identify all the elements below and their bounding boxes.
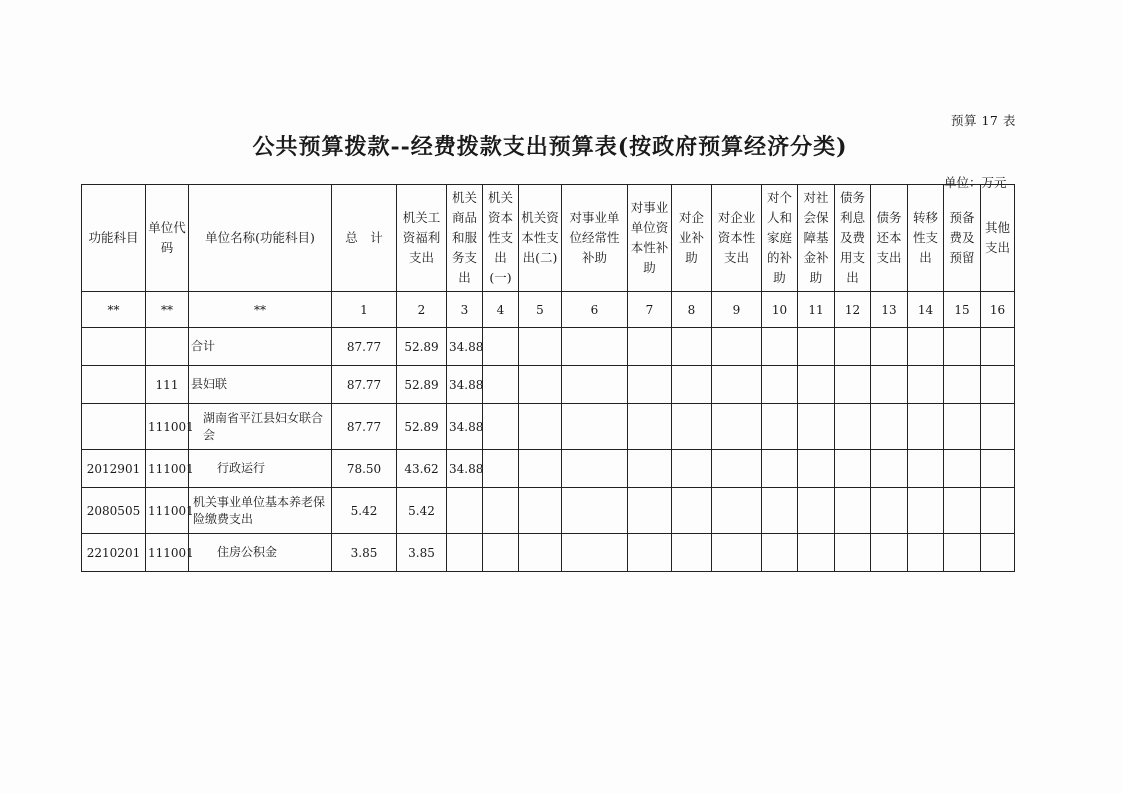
unit-name-cell: 机关事业单位基本养老保险缴费支出	[189, 488, 332, 534]
empty-cell	[483, 328, 519, 366]
salary-welfare-cell: 3.85	[397, 534, 447, 572]
empty-cell	[762, 404, 798, 450]
unit-name-cell: 湖南省平江县妇女联合会	[189, 404, 332, 450]
unit-name-cell: 住房公积金	[189, 534, 332, 572]
empty-cell	[562, 450, 628, 488]
empty-cell	[908, 366, 944, 404]
function-code-cell: 2012901	[82, 450, 146, 488]
salary-welfare-cell: 43.62	[397, 450, 447, 488]
empty-cell	[835, 534, 871, 572]
total-cell: 87.77	[332, 366, 397, 404]
header-cell: 对事业单位经常性补助	[562, 185, 628, 292]
table-row	[82, 328, 1015, 366]
empty-cell	[562, 488, 628, 534]
empty-cell	[712, 450, 762, 488]
column-number: 10	[762, 292, 798, 328]
salary-welfare-cell: 52.89	[397, 328, 447, 366]
header-cell: 对个人和家庭的补助	[762, 185, 798, 292]
empty-cell	[712, 404, 762, 450]
empty-cell	[835, 366, 871, 404]
column-number: **	[82, 292, 146, 328]
salary-welfare-cell: 52.89	[397, 404, 447, 450]
empty-cell	[562, 328, 628, 366]
goods-services-cell: 34.88	[447, 404, 483, 450]
header-cell: 机关商品和服务支出	[447, 185, 483, 292]
column-number: 3	[447, 292, 483, 328]
goods-services-cell: 34.88	[447, 450, 483, 488]
header-cell: 对事业单位资本性补助	[628, 185, 672, 292]
column-number: 2	[397, 292, 447, 328]
empty-cell	[798, 450, 835, 488]
empty-cell	[672, 450, 712, 488]
empty-cell	[562, 404, 628, 450]
empty-cell	[672, 366, 712, 404]
empty-cell	[628, 366, 672, 404]
header-cell: 功能科目	[82, 185, 146, 292]
empty-cell	[871, 366, 908, 404]
page-title: 公共预算拨款--经费拨款支出预算表(按政府预算经济分类)	[252, 134, 848, 160]
empty-cell	[628, 404, 672, 450]
header-cell: 总 计	[332, 185, 397, 292]
empty-cell	[981, 328, 1015, 366]
goods-services-cell: 34.88	[447, 366, 483, 404]
empty-cell	[519, 366, 562, 404]
header-cell: 对社会保障基金补助	[798, 185, 835, 292]
empty-cell	[908, 534, 944, 572]
column-number: 7	[628, 292, 672, 328]
empty-cell	[672, 328, 712, 366]
unit-code-cell	[146, 328, 189, 366]
header-cell: 机关资本性支出(二)	[519, 185, 562, 292]
salary-welfare-cell: 52.89	[397, 366, 447, 404]
empty-cell	[762, 366, 798, 404]
table-row	[82, 488, 1015, 534]
column-number: 12	[835, 292, 871, 328]
empty-cell	[798, 404, 835, 450]
function-code-cell	[82, 404, 146, 450]
empty-cell	[483, 366, 519, 404]
function-code-cell: 2210201	[82, 534, 146, 572]
empty-cell	[908, 450, 944, 488]
empty-cell	[871, 404, 908, 450]
header-cell: 机关资本性支出(一)	[483, 185, 519, 292]
empty-cell	[762, 450, 798, 488]
empty-cell	[798, 488, 835, 534]
empty-cell	[628, 488, 672, 534]
budget-table	[81, 184, 1015, 572]
empty-cell	[672, 488, 712, 534]
header-cell: 其他支出	[981, 185, 1015, 292]
empty-cell	[519, 450, 562, 488]
empty-cell	[562, 534, 628, 572]
unit-code-cell: 111	[146, 366, 189, 404]
empty-cell	[944, 534, 981, 572]
column-number: 5	[519, 292, 562, 328]
empty-cell	[871, 450, 908, 488]
empty-cell	[628, 328, 672, 366]
total-cell: 78.50	[332, 450, 397, 488]
empty-cell	[981, 534, 1015, 572]
empty-cell	[944, 488, 981, 534]
total-cell: 87.77	[332, 328, 397, 366]
empty-cell	[762, 488, 798, 534]
column-number: 4	[483, 292, 519, 328]
empty-cell	[483, 404, 519, 450]
empty-cell	[519, 488, 562, 534]
empty-cell	[483, 534, 519, 572]
column-number: 11	[798, 292, 835, 328]
empty-cell	[483, 450, 519, 488]
total-cell: 3.85	[332, 534, 397, 572]
empty-cell	[712, 328, 762, 366]
empty-cell	[981, 488, 1015, 534]
table-row	[82, 450, 1015, 488]
empty-cell	[835, 488, 871, 534]
empty-cell	[835, 450, 871, 488]
column-number: 15	[944, 292, 981, 328]
column-number: 9	[712, 292, 762, 328]
empty-cell	[944, 328, 981, 366]
empty-cell	[871, 534, 908, 572]
header-cell: 单位名称(功能科目)	[189, 185, 332, 292]
unit-code-cell: 111001	[146, 488, 189, 534]
unit-code-cell: 111001	[146, 534, 189, 572]
table-row	[82, 534, 1015, 572]
empty-cell	[628, 450, 672, 488]
header-cell: 机关工资福利支出	[397, 185, 447, 292]
header-cell: 转移性支出	[908, 185, 944, 292]
empty-cell	[562, 366, 628, 404]
empty-cell	[908, 404, 944, 450]
empty-cell	[712, 366, 762, 404]
empty-cell	[798, 366, 835, 404]
header-cell: 预备费及预留	[944, 185, 981, 292]
column-number: 1	[332, 292, 397, 328]
table-row	[82, 404, 1015, 450]
unit-name-cell: 合计	[189, 328, 332, 366]
empty-cell	[835, 404, 871, 450]
column-number: 6	[562, 292, 628, 328]
header-cell: 对企业资本性支出	[712, 185, 762, 292]
empty-cell	[981, 366, 1015, 404]
empty-cell	[871, 488, 908, 534]
salary-welfare-cell: 5.42	[397, 488, 447, 534]
empty-cell	[712, 534, 762, 572]
empty-cell	[798, 328, 835, 366]
empty-cell	[871, 328, 908, 366]
goods-services-cell: 34.88	[447, 328, 483, 366]
header-cell: 对企业补助	[672, 185, 712, 292]
empty-cell	[908, 328, 944, 366]
empty-cell	[519, 534, 562, 572]
column-number: 14	[908, 292, 944, 328]
column-number-row	[82, 292, 1015, 328]
header-cell: 债务利息及费用支出	[835, 185, 871, 292]
goods-services-cell	[447, 488, 483, 534]
empty-cell	[712, 488, 762, 534]
empty-cell	[628, 534, 672, 572]
empty-cell	[672, 404, 712, 450]
empty-cell	[798, 534, 835, 572]
header-cell: 单位代码	[146, 185, 189, 292]
function-code-cell: 2080505	[82, 488, 146, 534]
column-number: 13	[871, 292, 908, 328]
function-code-cell	[82, 328, 146, 366]
empty-cell	[519, 404, 562, 450]
empty-cell	[672, 534, 712, 572]
empty-cell	[762, 328, 798, 366]
empty-cell	[944, 366, 981, 404]
unit-name-cell: 行政运行	[189, 450, 332, 488]
empty-cell	[483, 488, 519, 534]
unit-name-cell: 县妇联	[189, 366, 332, 404]
header-row	[82, 185, 1015, 292]
table-body	[82, 328, 1015, 572]
empty-cell	[944, 450, 981, 488]
unit-code-cell: 111001	[146, 450, 189, 488]
unit-code-cell: 111001	[146, 404, 189, 450]
total-cell: 5.42	[332, 488, 397, 534]
column-number: 8	[672, 292, 712, 328]
total-cell: 87.77	[332, 404, 397, 450]
empty-cell	[762, 534, 798, 572]
empty-cell	[908, 488, 944, 534]
empty-cell	[981, 404, 1015, 450]
empty-cell	[835, 328, 871, 366]
goods-services-cell	[447, 534, 483, 572]
header-cell: 债务还本支出	[871, 185, 908, 292]
column-number: 16	[981, 292, 1015, 328]
empty-cell	[519, 328, 562, 366]
column-number: **	[146, 292, 189, 328]
empty-cell	[981, 450, 1015, 488]
empty-cell	[944, 404, 981, 450]
column-number: **	[189, 292, 332, 328]
table-row	[82, 366, 1015, 404]
function-code-cell	[82, 366, 146, 404]
form-number: 预算 17 表	[951, 113, 1016, 128]
unit-label: 单位：万元	[944, 175, 1007, 190]
